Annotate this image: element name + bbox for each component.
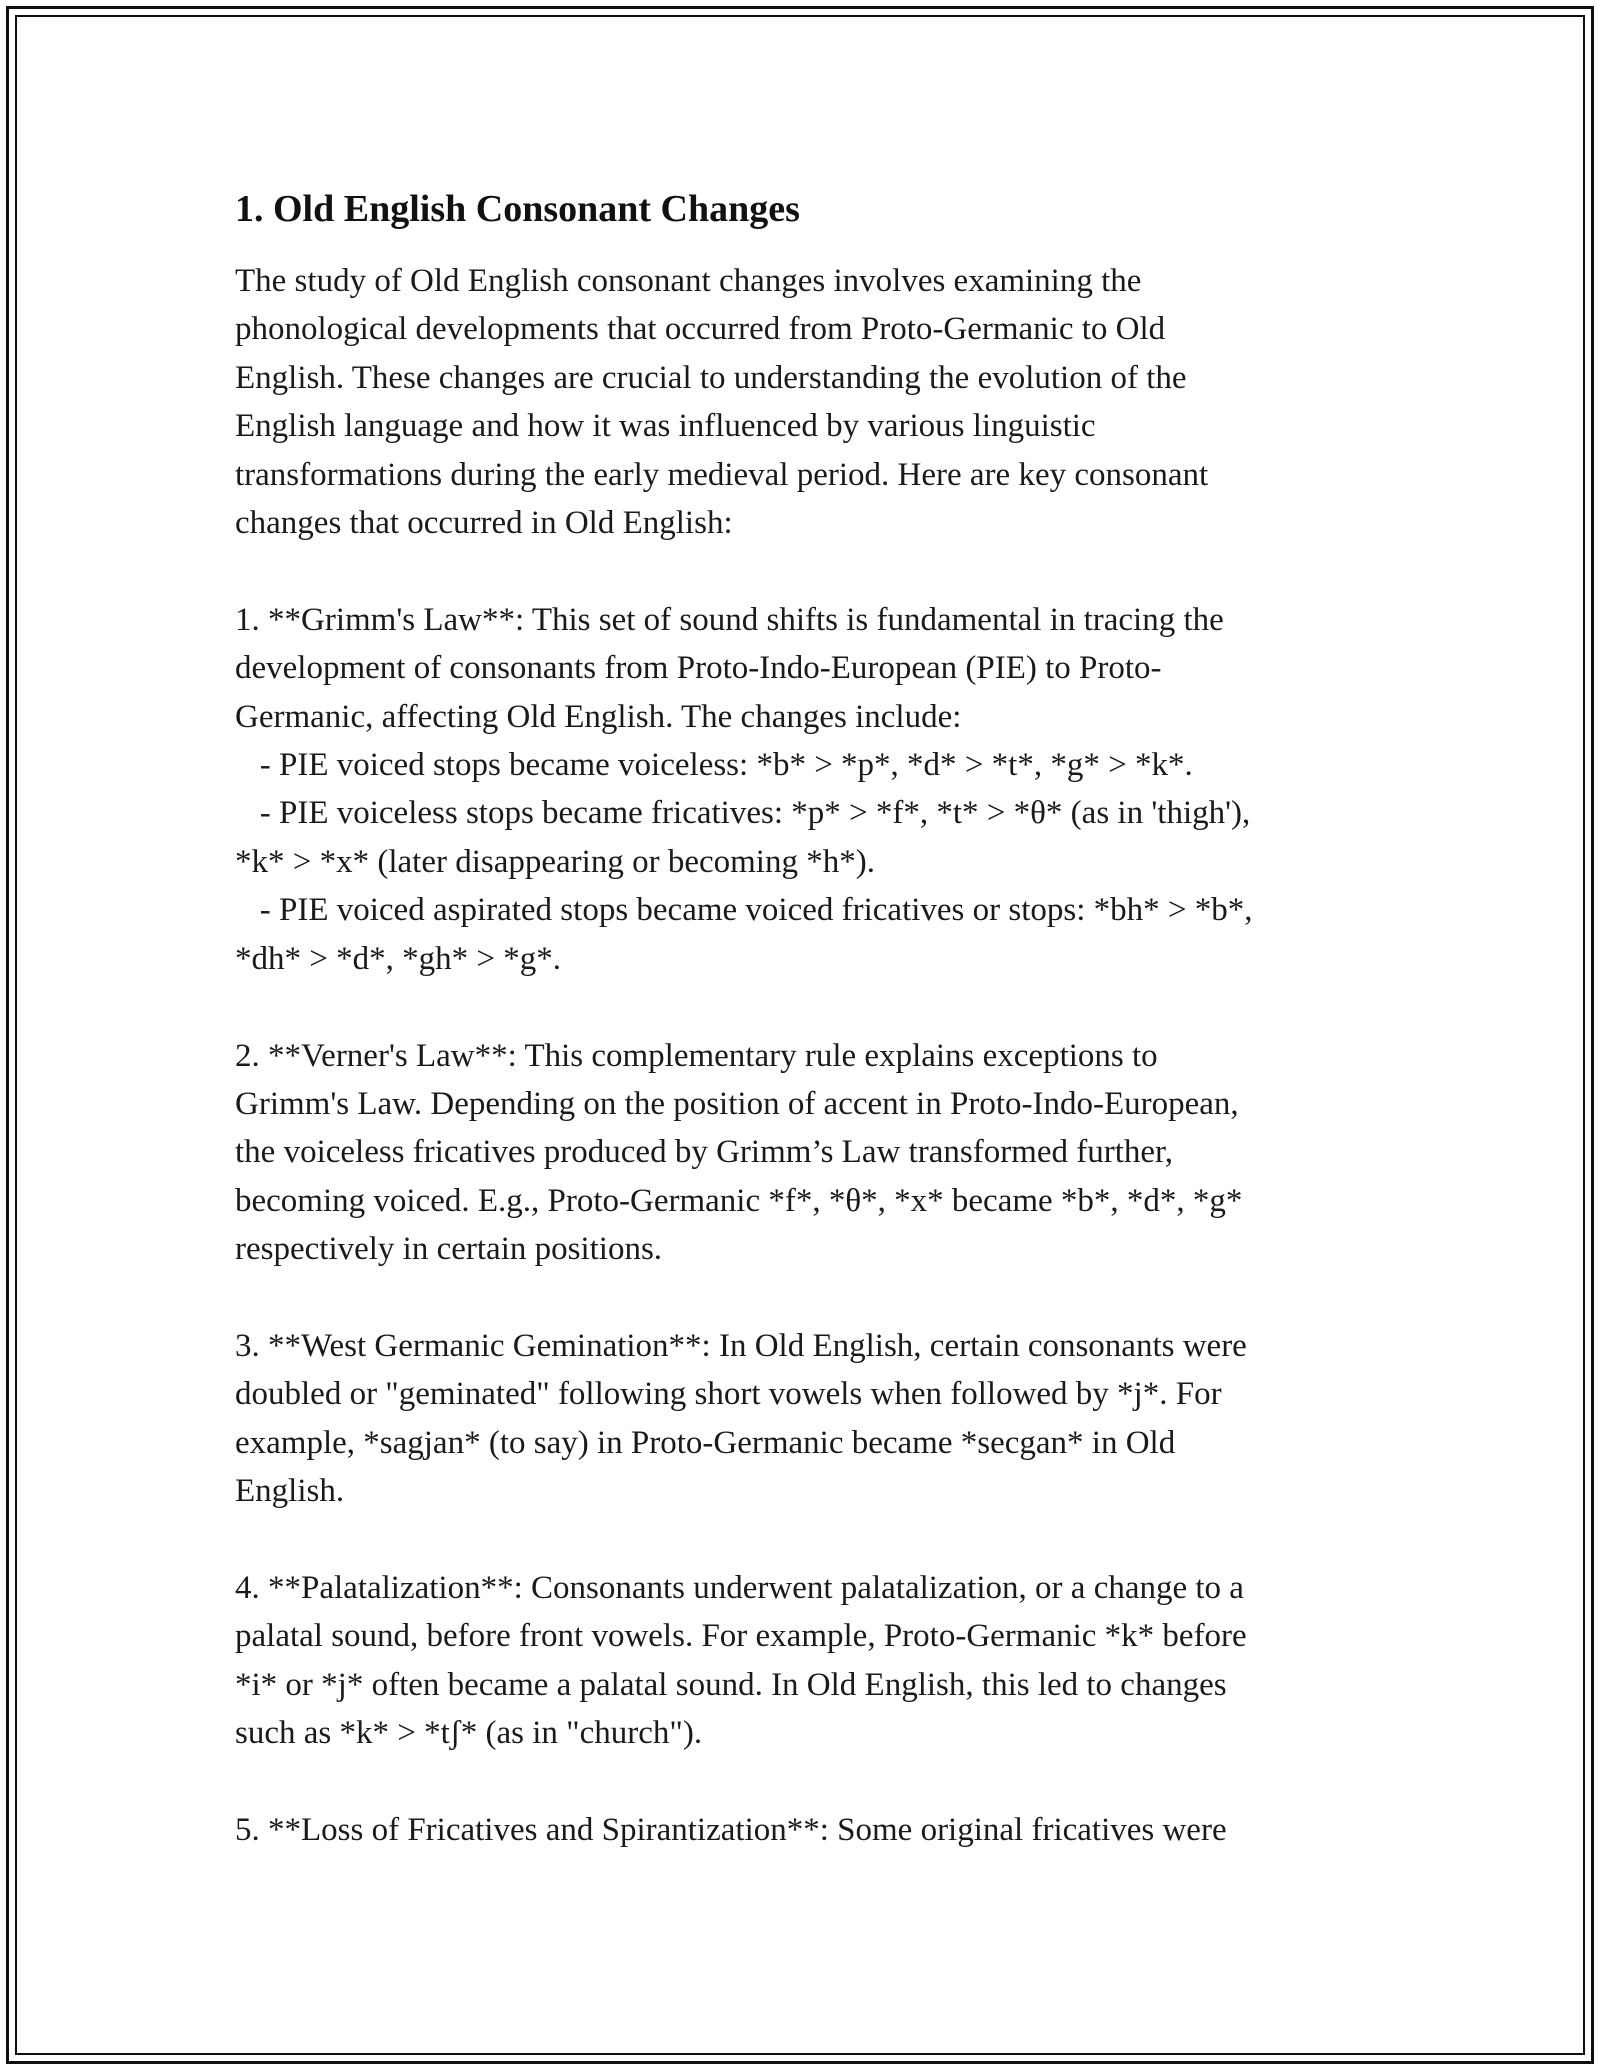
document-content bbox=[235, 185, 1375, 1854]
section-heading: 1. Old English Consonant Changes bbox=[235, 188, 800, 230]
body-text: The study of Old English consonant changes involves examining the phonological developments that occurred from Proto-Germanic to Old English. These changes are crucial to understanding the evolution of the English language and how it was influenced by various linguistic transformations during the early medieval period. Here are key consonant changes that occurred in Old English: 1. **Grimm's Law**: This set of sound shifts is fundamental in tracing the development of consonants from Proto-Indo-European (PIE) to Proto- Germanic, affecting Old English. The changes include: - PIE voiced stops became voiceless: *b* > *p*, *d* > *t*, *g* > *k*. - PIE voiceless stops became fricatives: *p* > *f*, *t* > *θ* (as in 'thigh'), *k* > *x* (later disappearing or becoming *h*). - PIE voiced aspirated stops became voiced fricatives or stops: *bh* > *b*, *dh* > *d*, *gh* > *g*. 2. **Verner's Law**: This complementary rule explains exceptions to Grimm's Law. Depending on the position of accent in Proto-Indo-European, the voiceless fricatives produced by Grimm’s Law transformed further, becoming voiced. E.g., Proto-Germanic *f*, *θ*, *x* became *b*, *d*, *g* respectively in certain positions. 3. **West Germanic Gemination**: In Old English, certain consonants were doubled or "geminated" following short vowels when followed by *j*. For example, *sagjan* (to say) in Proto-Germanic became *secgan* in Old English. 4. **Palatalization**: Consonants underwent palatalization, or a change to a palatal sound, before front vowels. For example, Proto-Germanic *k* before *i* or *j* often became a palatal sound. In Old English, this led to changes such as *k* > *tʃ* (as in "church"). 5. **Loss of Fricatives and Spirantization**: Some original fricatives were bbox=[235, 263, 1253, 1848]
